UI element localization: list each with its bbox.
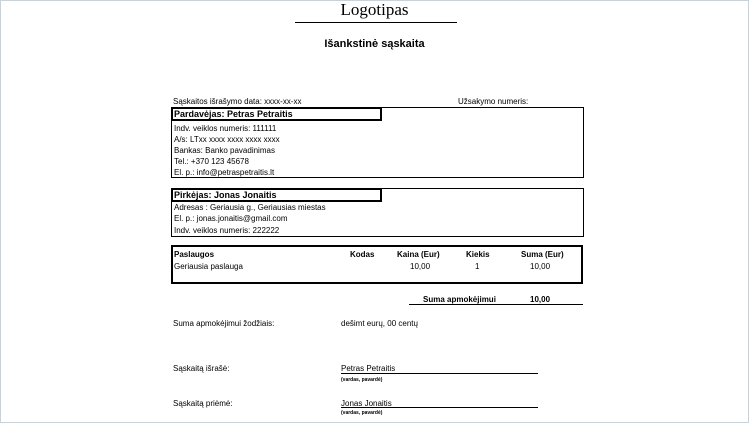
words-label: Suma apmokėjimui žodžiais: (173, 319, 275, 328)
total-label: Suma apmokėjimui (423, 295, 496, 304)
buyer-line: Indv. veiklos numeris: 222222 (174, 226, 280, 235)
order-number-label: Užsakymo numeris: (458, 97, 529, 106)
received-by-name: Jonas Jonaitis (341, 399, 392, 408)
buyer-header: Pirkėjas: Jonas Jonaitis (171, 188, 382, 202)
column-header-price: Kaina (Eur) (397, 250, 440, 259)
logo-underline (295, 22, 457, 23)
seller-header: Pardavėjas: Petras Petraitis (171, 107, 382, 121)
seller-line: Indv. veiklos numeris: 111111 (174, 124, 277, 133)
column-header-qty: Kiekis (466, 250, 490, 259)
document-title: Išankstinė sąskaita (324, 38, 425, 50)
table-cell-sum: 10,00 (530, 262, 551, 271)
received-by-label: Sąskaitą priėmė: (173, 399, 233, 408)
column-header-service: Paslaugos (174, 250, 215, 259)
seller-line: A/s: LTxx xxxx xxxx xxxx xxxx (174, 135, 280, 144)
words-value: dešimt eurų, 00 centų (341, 319, 418, 328)
table-cell-qty: 1 (475, 262, 480, 271)
received-by-signature-line (341, 407, 538, 408)
issued-by-signature-line (341, 373, 538, 374)
table-cell-service: Geriausia paslauga (174, 262, 243, 271)
seller-line: Tel.: +370 123 45678 (174, 157, 249, 166)
total-value: 10,00 (530, 295, 551, 304)
received-by-caption: (vardas, pavardė) (341, 410, 383, 416)
buyer-line: Adresas : Geriausia g., Geriausias miestas (174, 203, 326, 212)
issued-by-name: Petras Petraitis (341, 364, 396, 373)
issued-by-caption: (vardas, pavardė) (341, 377, 383, 383)
column-header-code: Kodas (350, 250, 375, 259)
buyer-line: El. p.: jonas.jonaitis@gmail.com (174, 214, 288, 223)
table-cell-price: 10,00 (410, 262, 431, 271)
seller-line: El. p.: info@petraspetraitis.lt (174, 168, 275, 177)
issue-date-label: Sąskaitos išrašymo data: xxxx-xx-xx (173, 97, 302, 106)
column-header-sum: Suma (Eur) (521, 250, 564, 259)
total-underline (409, 304, 583, 305)
seller-line: Bankas: Banko pavadinimas (174, 146, 275, 155)
logo-text: Logotipas (340, 0, 409, 19)
issued-by-label: Sąskaitą išrašė: (173, 364, 230, 373)
